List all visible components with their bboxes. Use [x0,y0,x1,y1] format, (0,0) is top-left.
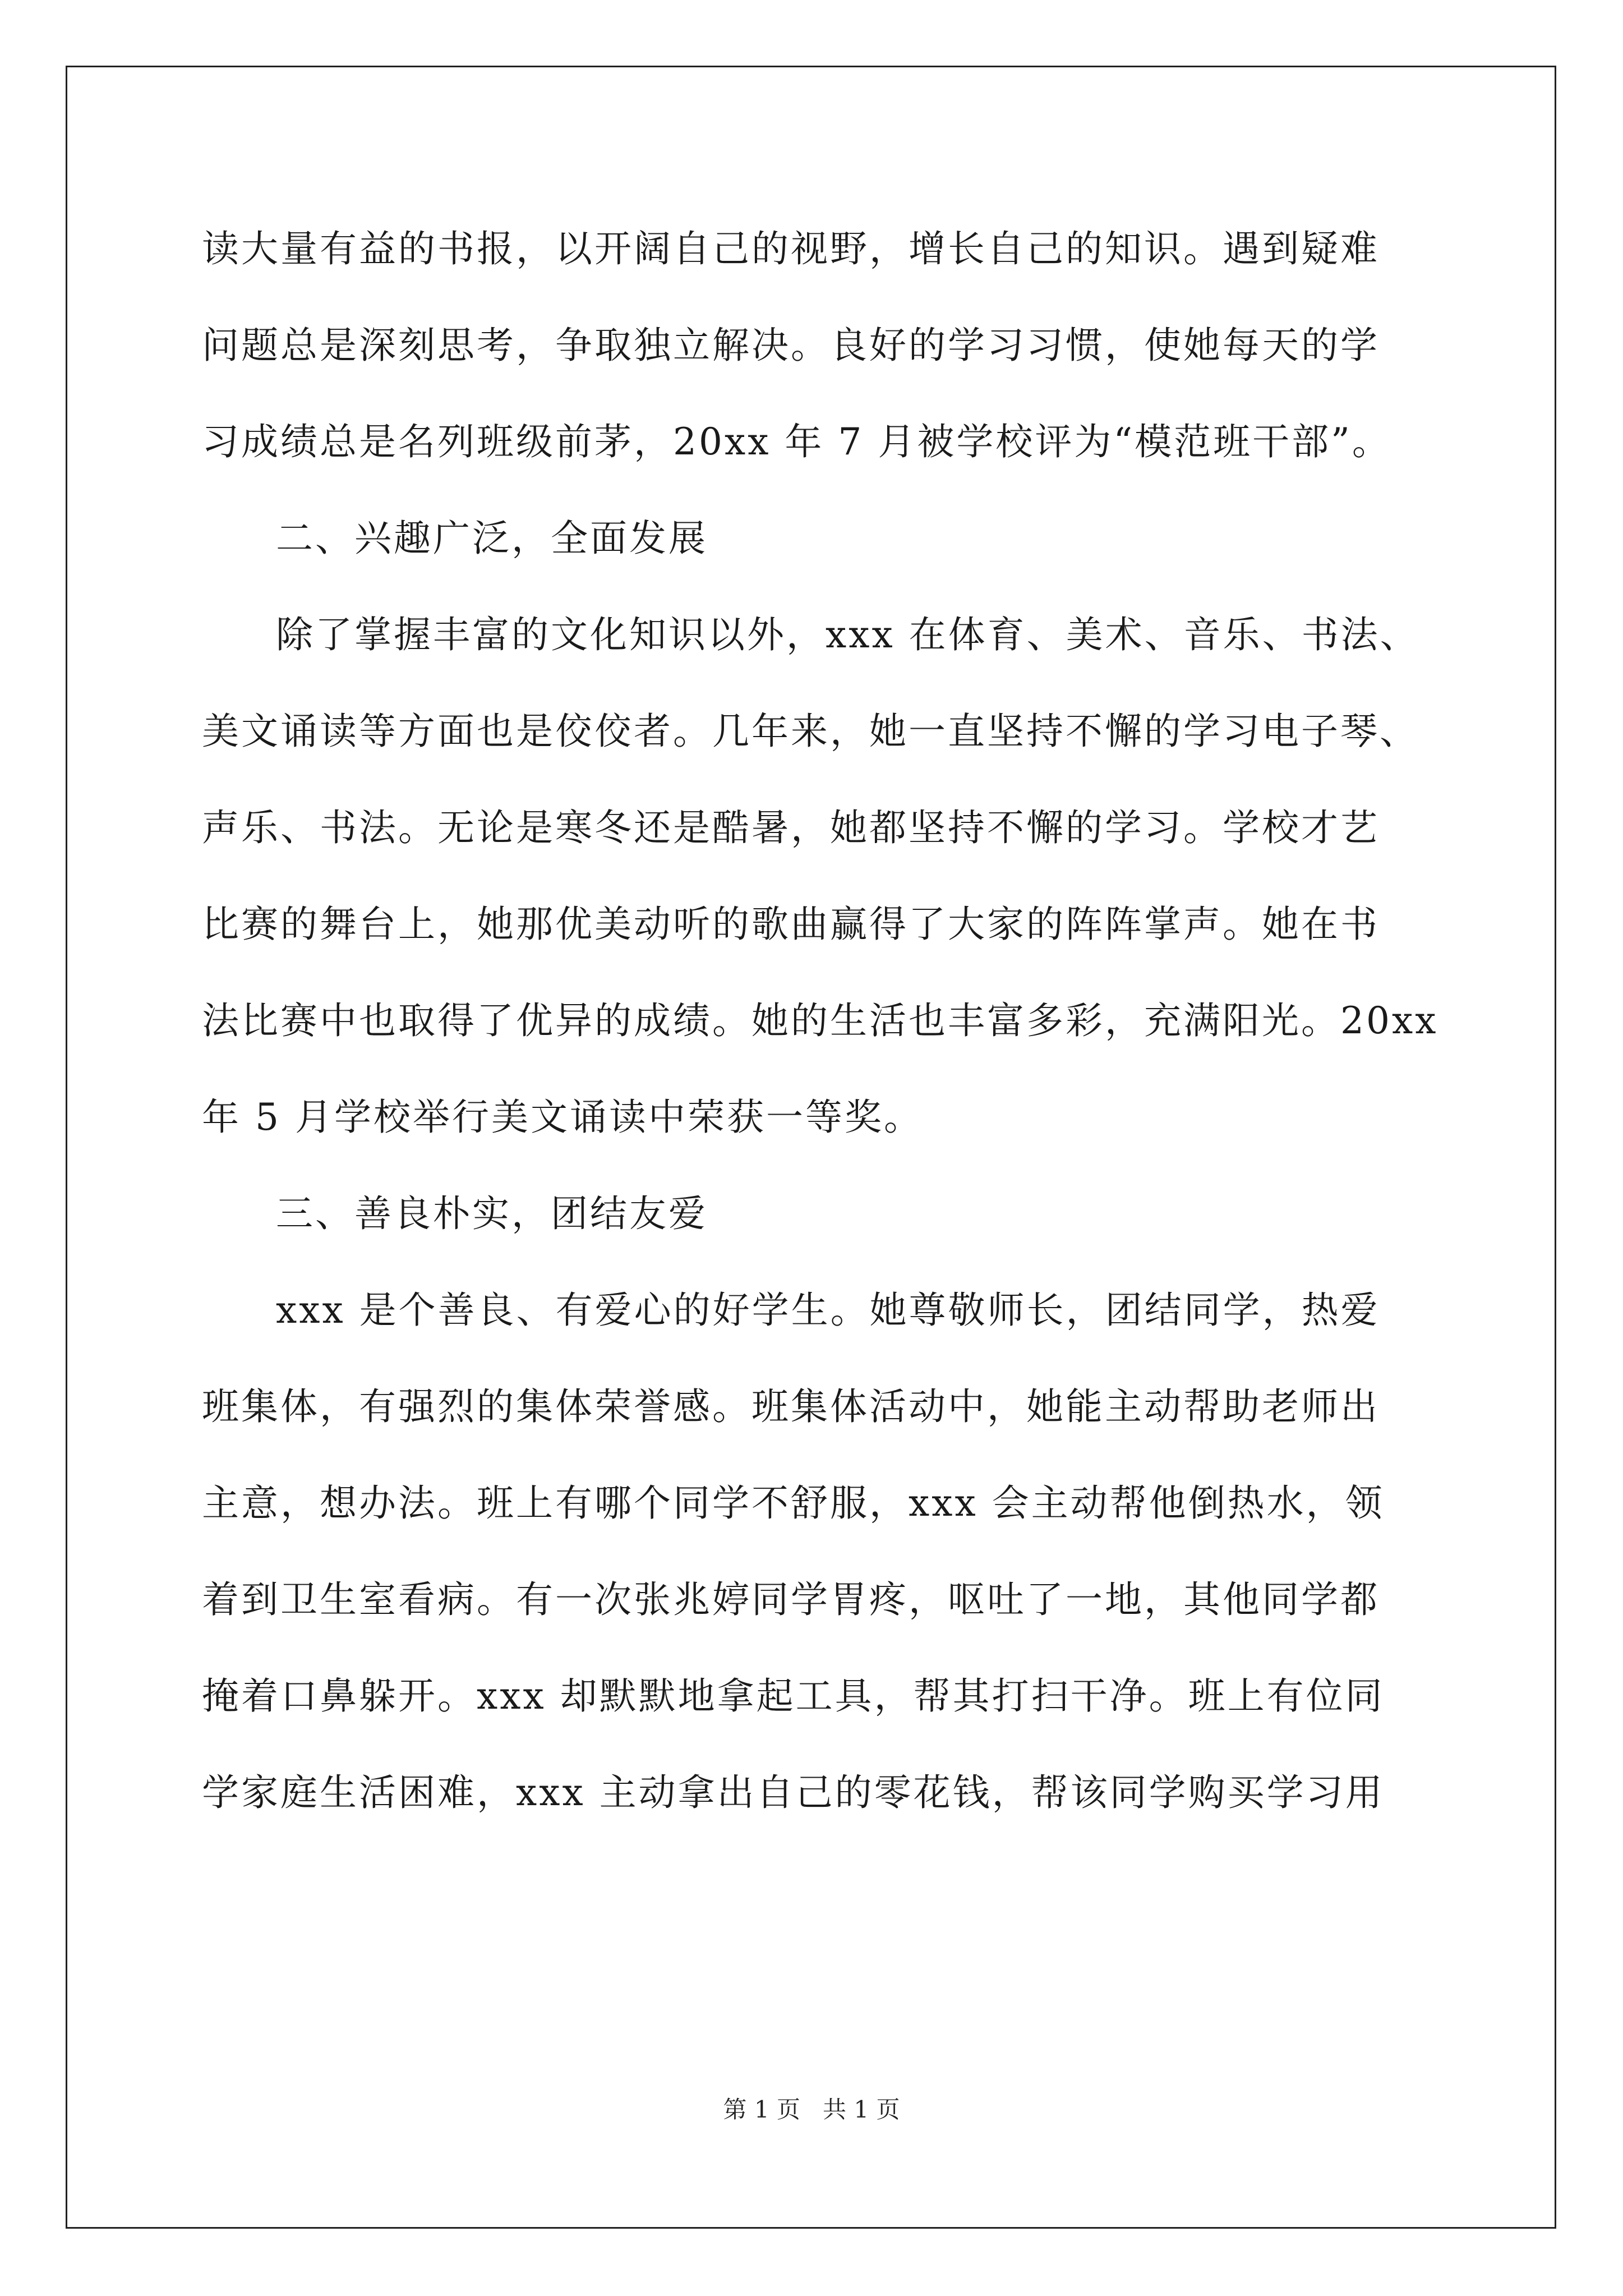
text-line-15: 着到卫生室看病。有一次张兆婷同学胃疼，呕吐了一地，其他同学都 [202,1578,1380,1621]
page-number-footer: 第 1 页 共 1 页 [723,2096,900,2123]
text-line-6: 美文诵读等方面也是佼佼者。几年来，她一直坚持不懈的学习电子琴、 [202,710,1419,753]
text-line-3: 习成绩总是名列班级前茅，20xx 年 7 月被学校评为“模范班干部”。 [202,420,1391,463]
section-heading-2: 二、兴趣广泛，全面发展 [276,517,708,560]
text-line-2: 问题总是深刻思考，争取独立解决。良好的学习习惯，使她每天的学 [202,324,1380,367]
text-line-14: 主意，想办法。班上有哪个同学不舒服，xxx 会主动帮他倒热水，领 [202,1481,1385,1525]
text-line-7: 声乐、书法。无论是寒冬还是酷暑，她都坚持不懈的学习。学校才艺 [202,806,1380,849]
text-line-1: 读大量有益的书报，以开阔自己的视野，增长自己的知识。遇到疑难 [202,227,1380,270]
text-line-17: 学家庭生活困难，xxx 主动拿出自己的零花钱，帮该同学购买学习用 [202,1771,1385,1814]
text-line-9: 法比赛中也取得了优异的成绩。她的生活也丰富多彩，充满阳光。20xx [202,999,1438,1042]
text-line-13: 班集体，有强烈的集体荣誉感。班集体活动中，她能主动帮助老师出 [202,1385,1380,1428]
text-line-5: 除了掌握丰富的文化知识以外，xxx 在体育、美术、音乐、书法、 [276,613,1419,656]
document-body [202,201,1438,1841]
text-line-8: 比赛的舞台上，她那优美动听的歌曲赢得了大家的阵阵掌声。她在书 [202,903,1380,946]
text-line-12: xxx 是个善良、有爱心的好学生。她尊敬师长，团结同学，热爱 [276,1289,1380,1332]
section-heading-3: 三、善良朴实，团结友爱 [276,1192,708,1235]
text-line-10: 年 5 月学校举行美文诵读中荣获一等奖。 [202,1096,923,1139]
text-line-16: 掩着口鼻躲开。xxx 却默默地拿起工具，帮其打扫干净。班上有位同 [202,1674,1385,1718]
